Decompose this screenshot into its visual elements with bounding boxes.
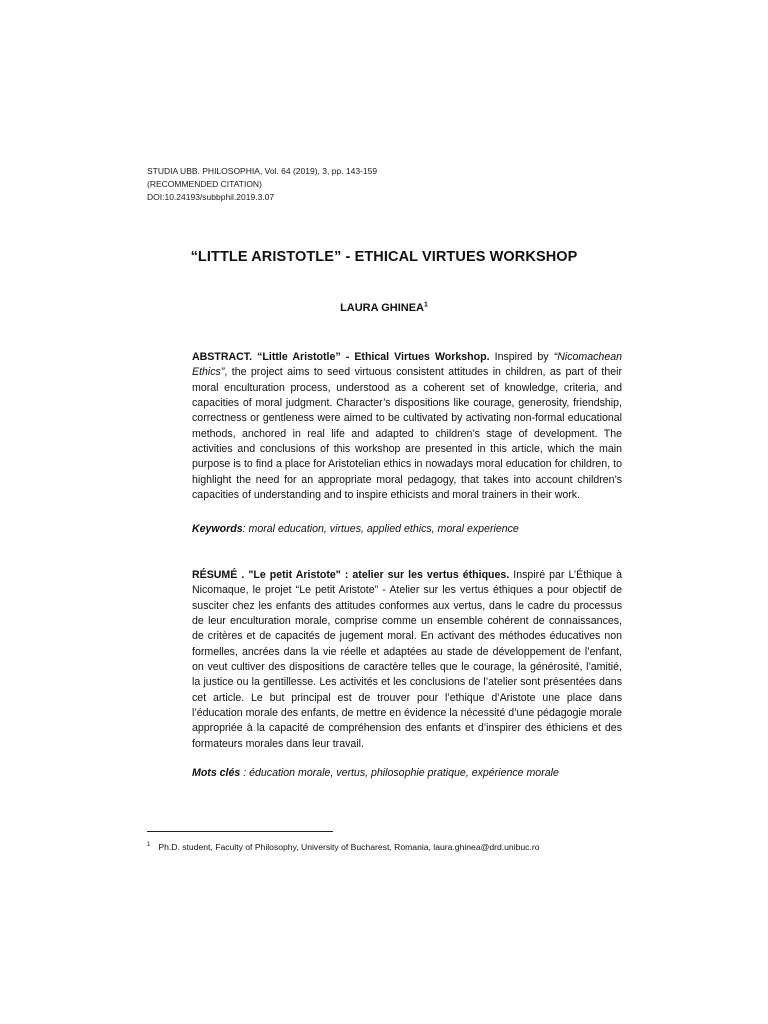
resume-paragraph bbox=[192, 568, 622, 752]
footnote-mark: 1 bbox=[147, 842, 151, 848]
abstract-paragraph bbox=[192, 350, 622, 503]
footnote bbox=[147, 839, 540, 853]
doi: DOI:10.24193/subbphil.2019.3.07 bbox=[147, 192, 275, 202]
keywords-text: : moral education, virtues, applied ethics, moral experience bbox=[242, 523, 519, 535]
mots-cles-label: Mots clés bbox=[192, 767, 241, 779]
author-footnote-mark: 1 bbox=[424, 301, 428, 309]
recommended-citation-label: (RECOMMENDED CITATION) bbox=[147, 179, 262, 189]
keywords bbox=[192, 522, 622, 537]
journal-citation: STUDIA UBB. PHILOSOPHIA, Vol. 64 (2019), 3, pp. 143-159 bbox=[147, 166, 378, 176]
abstract bbox=[192, 350, 622, 503]
abstract-italic-title: “Nicomachean Ethics” bbox=[192, 351, 622, 379]
resume-text: Inspiré par L’Éthique à Nicomaque, le projet “Le petit Aristote” - Atelier sur les vertus éthiques a pour objectif de susciter chez les enfants des attitudes conformes aux vertus, dans le cadre du processus de leur enculturation morale, comprise comme un ensemble cohérent de connaissances, de critères et de capacités de jugement moral. En activant des méthodes éducatives non formelles, ancrées dans la vie réelle et adaptées au stade de développement de l’enfant, on veut cultiver des dispositions de caractère telles que le courage, la générosité, l’amitié, la justice ou la gentillesse. Les activités et les conclusions de l’atelier sont présentées dans cet article. Le but principal est de trouver pour l’ethique d’Aristote une place dans l’éducation morale des enfants, de mettre en évidence la nécessité d’une pédagogie morale appropriée à la capacité de compréhension des enfants et d’inspirer des éthiciens et des formateurs morales dans leur travail. bbox=[192, 569, 622, 750]
footnote-divider bbox=[147, 831, 333, 832]
mots-cles-text: : éducation morale, vertus, philosophie pratique, expérience morale bbox=[240, 767, 559, 779]
article-title: “LITTLE ARISTOTLE” - ETHICAL VIRTUES WORKSHOP bbox=[190, 249, 578, 265]
citation-header bbox=[147, 165, 377, 204]
abstract-label: ABSTRACT. “Little Aristotle” - Ethical Virtues Workshop. bbox=[192, 351, 490, 363]
resume-label: RÉSUMÉ . "Le petit Aristote" : atelier sur les vertus éthiques. bbox=[192, 569, 510, 581]
abstract-text-2: , the project aims to seed virtuous consistent attitudes in children, as part of their moral enculturation process, understood as a coherent set of knowledge, criteria, and capacities of moral judgment. Character’s dispositions like courage, generosity, friendship, correctness or gentleness were aimed to be cultivated by activating non-formal educational methods, anchored in real life and adapted to children’s stage of development. The activities and conclusions of this workshop are presented in this article, which the main purpose is to find a place for Aristotelian ethics in nowadays moral education for children, to highlight the need for an appropriate moral pedagogy, that takes into account children’s capacities of understanding and to inspire ethicists and moral trainers in their work. bbox=[192, 366, 622, 502]
author bbox=[0, 302, 768, 314]
author-name: LAURA GHINEA bbox=[340, 302, 425, 314]
mots-cles bbox=[192, 766, 622, 781]
resume bbox=[192, 568, 622, 752]
abstract-text-1: Inspired by bbox=[489, 351, 554, 363]
keywords-label: Keywords bbox=[192, 523, 243, 535]
footnote-text: Ph.D. student, Faculty of Philosophy, University of Bucharest, Romania, laura.ghinea@drd.unibuc.ro bbox=[158, 841, 540, 852]
